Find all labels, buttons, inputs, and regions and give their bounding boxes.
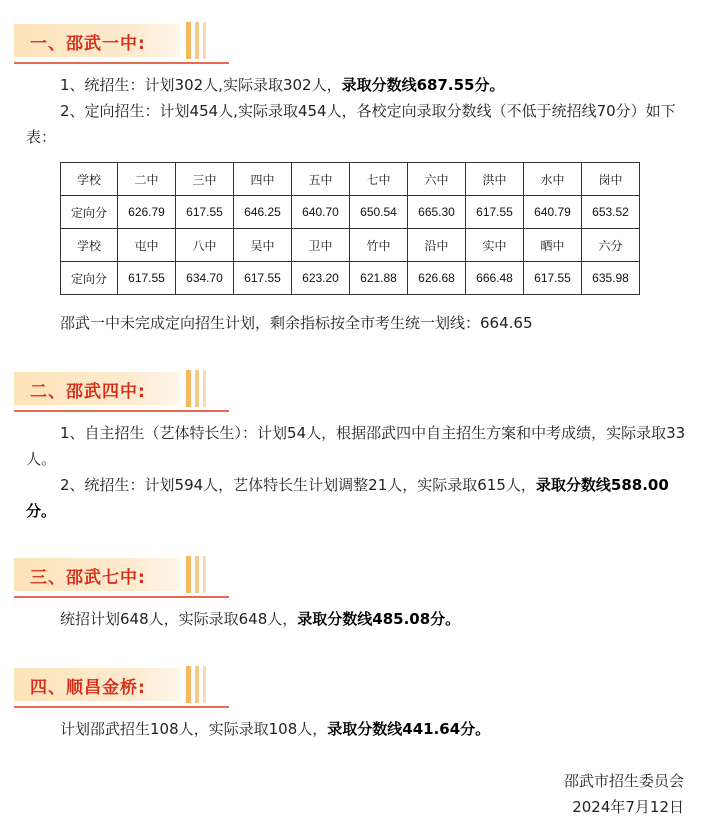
section-header-2	[14, 370, 229, 410]
table-cell: 晒中	[524, 229, 582, 262]
table-cell: 岗中	[582, 163, 640, 196]
table-cell: 646.25	[234, 196, 292, 229]
table-cell: 617.55	[524, 262, 582, 295]
section-title: 二、邵武四中:	[30, 382, 146, 402]
table-cell: 三中	[176, 163, 234, 196]
table-cell: 640.79	[524, 196, 582, 229]
s4-score-line: 录取分数线441.64分。	[327, 720, 491, 738]
table-cell: 实中	[466, 229, 524, 262]
table-cell: 621.88	[350, 262, 408, 295]
row-header-cell: 学校	[61, 229, 118, 262]
table-cell: 五中	[292, 163, 350, 196]
s3-paragraph: 统招计划648人，实际录取648人，录取分数线485.08分。	[60, 610, 461, 628]
section-title: 一、邵武一中:	[30, 34, 146, 54]
table-cell: 617.55	[118, 262, 176, 295]
s2-paragraph-2: 2、统招生：计划594人，艺体特长生计划调整21人，实际录取615人，录取分数线588.00分。	[26, 476, 669, 520]
table-cell: 634.70	[176, 262, 234, 295]
table-cell: 八中	[176, 229, 234, 262]
table-cell: 屯中	[118, 229, 176, 262]
header-underline	[14, 410, 229, 412]
table-cell: 666.48	[466, 262, 524, 295]
s1-paragraph-1: 1、统招生：计划302人,实际录取302人，录取分数线687.55分。	[60, 76, 505, 94]
section-header-1	[14, 22, 229, 62]
s3-score-line: 录取分数线485.08分。	[297, 610, 461, 628]
s1-paragraph-2: 2、定向招生：计划454人,实际录取454人，各校定向录取分数线（不低于统招线70分）如下表：	[26, 102, 676, 146]
table-row	[61, 196, 640, 229]
row-header-cell: 定向分	[61, 262, 118, 295]
header-underline	[14, 596, 229, 598]
s2-paragraph-1: 1、自主招生（艺体特长生）：计划54人，根据邵武四中自主招生方案和中考成绩，实际录取33人。	[26, 424, 686, 468]
table-row	[61, 163, 640, 196]
section-header-3	[14, 556, 229, 596]
footer-org: 邵武市招生委员会	[563, 772, 684, 790]
row-header-cell: 学校	[61, 163, 118, 196]
s2-score-line: 录取分数线588.00分。	[26, 476, 669, 520]
section-header-4	[14, 666, 229, 706]
table-cell: 六分	[582, 229, 640, 262]
table-cell: 吴中	[234, 229, 292, 262]
table-cell: 635.98	[582, 262, 640, 295]
table-cell: 665.30	[408, 196, 466, 229]
row-header-cell: 定向分	[61, 196, 118, 229]
table-cell: 六中	[408, 163, 466, 196]
s4-paragraph: 计划邵武招生108人，实际录取108人，录取分数线441.64分。	[60, 720, 491, 738]
table-cell: 水中	[524, 163, 582, 196]
section-title: 四、顺昌金桥:	[30, 678, 146, 698]
table-cell: 七中	[350, 163, 408, 196]
header-underline	[14, 706, 229, 708]
s1-score-line: 录取分数线687.55分。	[341, 76, 505, 94]
table-cell: 617.55	[466, 196, 524, 229]
table-row	[61, 262, 640, 295]
table-cell: 二中	[118, 163, 176, 196]
s1-note: 邵武一中未完成定向招生计划，剩余指标按全市考生统一划线：664.65	[60, 314, 533, 332]
table-cell: 640.70	[292, 196, 350, 229]
table-cell: 650.54	[350, 196, 408, 229]
table-cell: 617.55	[234, 262, 292, 295]
table-cell: 626.79	[118, 196, 176, 229]
table-cell: 竹中	[350, 229, 408, 262]
table-cell: 653.52	[582, 196, 640, 229]
header-underline	[14, 62, 229, 64]
table-cell: 617.55	[176, 196, 234, 229]
table-cell: 623.20	[292, 262, 350, 295]
table-cell: 四中	[234, 163, 292, 196]
table-cell: 洪中	[466, 163, 524, 196]
footer-date: 2024年7月12日	[572, 798, 684, 816]
table-cell: 626.68	[408, 262, 466, 295]
directed-score-table	[60, 162, 640, 295]
table-cell: 卫中	[292, 229, 350, 262]
table-row	[61, 229, 640, 262]
section-title: 三、邵武七中:	[30, 568, 146, 588]
table-cell: 沿中	[408, 229, 466, 262]
